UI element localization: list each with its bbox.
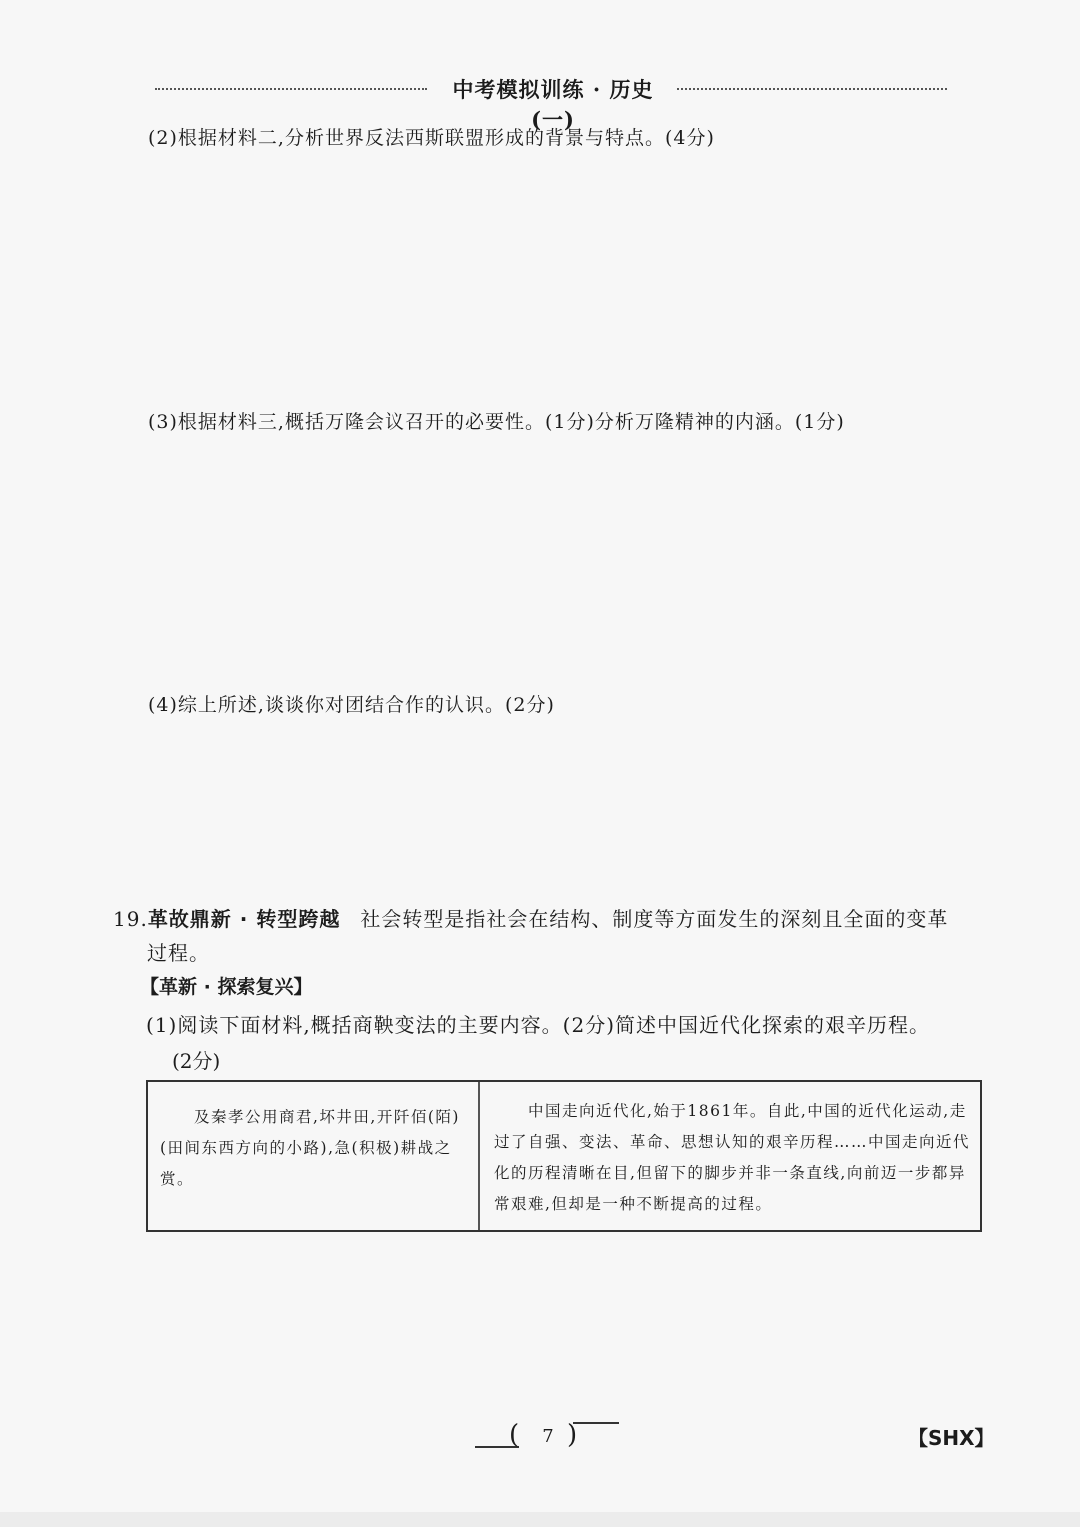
edition-code: 【SHX】 [908, 1426, 995, 1450]
page-number-area [475, 1420, 620, 1454]
page-number-rule-right [573, 1422, 619, 1424]
question-18-part-4: (4)综上所述,谈谈你对团结合作的认识。(2分) [148, 694, 555, 716]
question-19-number: 19. [113, 907, 148, 931]
page-number: 7 [542, 1426, 554, 1447]
question-19-first-line [113, 902, 993, 936]
question-19-heading: 革故鼎新 · 转型跨越 [147, 907, 341, 931]
question-19 [113, 902, 993, 970]
material-right-cell: 中国走向近代化,始于1861年。自此,中国的近代化运动,走过了自强、变法、革命、思想认知的艰辛历程……中国走向近代化的历程清晰在目,但留下的脚步并非一条直线,向前迈一步都异常艰难,但却是一种不断提高的过程。 [494, 1102, 971, 1213]
header-dotted-rule-right [677, 88, 947, 90]
section-tag: 【革新 · 探索复兴】 [140, 976, 313, 998]
page-header [155, 74, 947, 132]
question-19-intro-continued: 过程。 [147, 941, 210, 965]
question-19-intro: 社会转型是指社会在结构、制度等方面发生的深刻且全面的变革 [360, 907, 949, 931]
header-title: 中考模拟训练 · 历史(一) [452, 77, 654, 132]
page-number-bracket-right: ) [567, 1420, 578, 1450]
page-number-bracket-left: ( [509, 1420, 520, 1450]
page-bottom-edge [0, 1512, 1080, 1527]
question-19-part-1: (1)阅读下面材料,概括商鞅变法的主要内容。(2分)简述中国近代化探索的艰辛历程。 [146, 1013, 931, 1037]
material-left-cell: 及秦孝公用商君,坏井田,开阡佰(陌)(田间东西方向的小路),急(积极)耕战之赏。 [148, 1082, 480, 1230]
header-dotted-rule-left [155, 88, 427, 90]
question-18-part-2: (2)根据材料二,分析世界反法西斯联盟形成的背景与特点。(4分) [148, 127, 715, 149]
question-19-part-1-score: (2分) [172, 1049, 221, 1073]
question-18-part-3: (3)根据材料三,概括万隆会议召开的必要性。(1分)分析万隆精神的内涵。(1分) [148, 411, 845, 433]
material-table [146, 1080, 982, 1232]
